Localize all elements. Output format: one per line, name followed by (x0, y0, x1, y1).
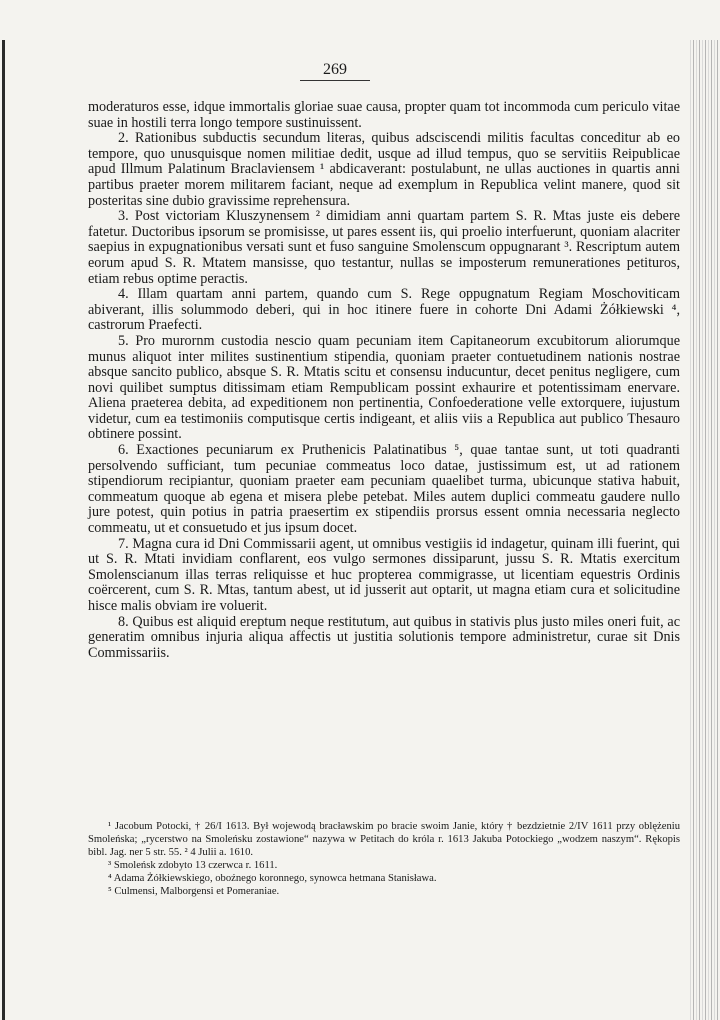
paragraph: moderaturos esse, idque immortalis gloriae suae causa, propter quam tot incommoda cum periculo vitae suae in hostili terra longo tempore sustinuissent. (88, 99, 680, 131)
paragraph: 3. Post victoriam Kluszynensem ² dimidiam anni quartam partem S. R. Mtas juste eis debere fatetur. Ductoribus ipsorum se promisisse, ut pares essent iis, qui proelio interfuerunt, quoniam alacriter saepius in expugnationibus versati sunt et fuso sanguine Smolenscum oppugnarant ³. Rescriptum autem eorum apud S. R. Mtatem mansisse, quo testantur, nullas se imposterum remunerationes petituros, etiam rebus optime peractis. (88, 208, 680, 287)
page-right-edge (690, 40, 720, 1020)
paragraph: 4. Illam quartam anni partem, quando cum S. Rege oppugnatum Regiam Moschoviticam abiverant, illis solummodo deberi, qui in hoc itinere fuere in cohorte Dni Adami Żółkiewski ⁴, castrorum Praefecti. (88, 286, 680, 334)
footnote: ⁴ Adama Żółkiewskiego, oboźnego koronnego, synowca hetmana Stanisława. (108, 873, 437, 884)
paragraph: 6. Exactiones pecuniarum ex Pruthenicis Palatinatibus ⁵, quae tantae sunt, ut toti quadranti persolvendo sufficiant, tum pecuniae commeatus loco datae, justissimum est, ut ad rationem stipendiorum recipiantur, quoniam praeter eam pecuniam quaelibet turma, ubicunque stativa habuit, commeatum quoque ab egena et misera plebe petebat. Miles autem duplici commeatu gaudere nullo jure potest, quin potius in patria praesertim ex stipendiis prorsus essent omnia necessaria neglecto commeatu, ut et consuetudo et jus ipsum docet. (88, 442, 680, 537)
body-text (88, 100, 680, 661)
paragraph: 8. Quibus est aliquid ereptum neque restitutum, aut quibus in stativis plus justo miles oneri fuit, ac generatim omnibus injuria aliqua affectis ut justitia solutionis tempore administretur, curae sit Dnis Commissariis. (88, 613, 680, 661)
footnote: ³ Smoleńsk zdobyto 13 czerwca r. 1611. (108, 860, 278, 871)
footnote: ⁵ Culmensi, Malborgensi et Pomeraniae. (108, 886, 280, 897)
paragraph: 7. Magna cura id Dni Commissarii agent, ut omnibus vestigiis id indagetur, quinam illi fuerint, qui ut S. R. Mtati invidiam conflarent, eos vulgo sermones dissiparunt, jussu S. R. Mtatis exercitum Smolenscianum illas terras reliquisse et huc propterea commigrasse, ut licentiam equestris Ordinis coërcerent, cum S. R. Mtas, tantum abest, ut id jusserit aut optarit, ut magna etiam cura et solicitudine hisce malis obviam ire voluerit. (88, 535, 680, 614)
paragraph: 5. Pro murornm custodia nescio quam pecuniam item Capitaneorum excubitorum aliorumque munus aliquot inter milites sustinentium stipendia, quoniam praeter contuetudinem nationis nostrae absque sancito publico, absque S. R. Mtatis scitu et consensu inducuntur, decet penitus negligere, cum novi quilibet sumptus ditissimam etiam Rempublicam possint exhaurire et potentissimam enervare. Aliena praeterea debita, ad expeditionem non pertinentia, Confoederatione velle extorquere, iujustum videtur, cum ea testimoniis computisque certis indigeant, et aliis viis a Republica aut publico Thesauro obtinere possint. (88, 332, 680, 443)
page-number: 269 (300, 60, 370, 81)
footnotes (88, 820, 680, 898)
page-left-edge (2, 40, 5, 1020)
footnote: ¹ Jacobum Potocki, † 26/I 1613. Był wojewodą bracławskim po bracie swoim Janie, który † bezdzietnie 2/IV 1611 przy oblężeniu Smoleńska; „rycerstwo na Smoleńsku zostawione“ nazywa w Petitach do króla r. 1613 Jakuba Potockiego „wodzem naszym“. Rękopis bibl. Jag. ner 5 str. 55. ² 4 Julii a. 1610. (88, 821, 680, 858)
paragraph: 2. Rationibus subductis secundum literas, quibus adsciscendi militis facultas conceditur ab eo tempore, quo unusquisque nomen militiae dedit, usque ad illud tempus, quo se servitiis Reipublicae apud Illmum Palatinum Braclaviensem ¹ abdicaverant: postulabunt, ne ullas auctiones in quartis anni partibus praeter morem militarem faciant, neque ad exemplum in Republica velint manere, quod sit posteritas sine dubio gravissime reprehensura. (88, 130, 680, 209)
